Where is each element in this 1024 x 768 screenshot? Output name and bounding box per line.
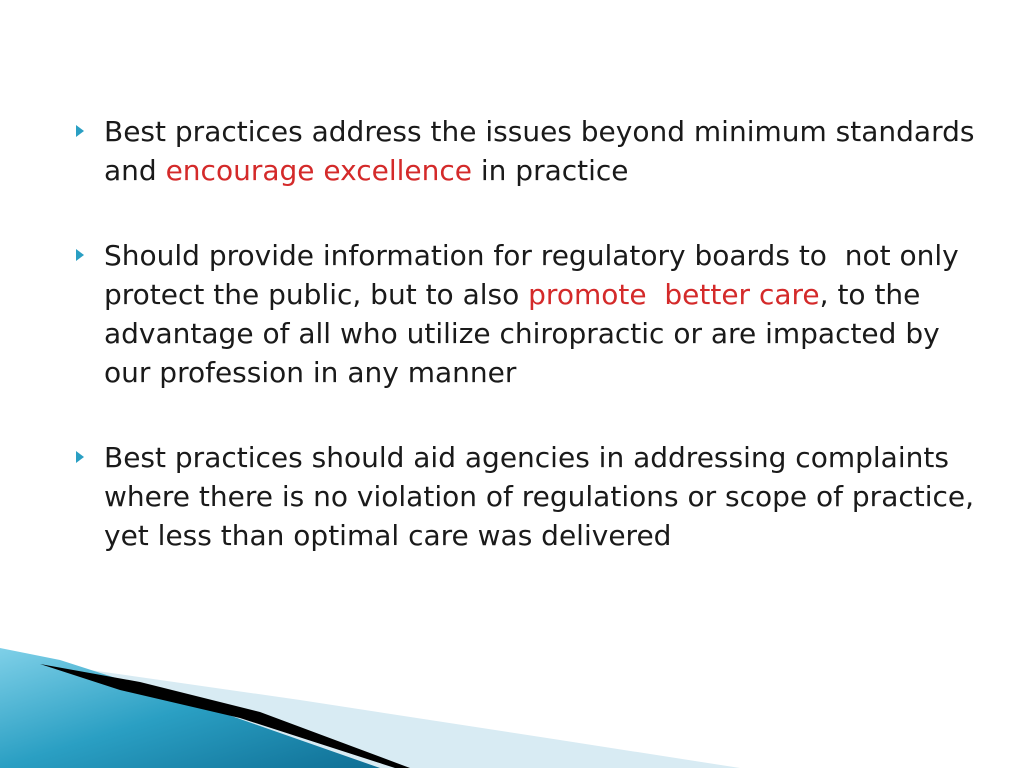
highlight-text: encourage excellence [165, 154, 472, 187]
bullet-text: , to the advantage of all who utilize chiropractic or are impacted by our profession in any manner [104, 278, 940, 389]
bullet-arrow-icon [76, 451, 84, 463]
bullet-item [76, 236, 976, 392]
bullet-item [76, 112, 976, 190]
bullet-item [76, 438, 976, 555]
bullet-arrow-icon [76, 125, 84, 137]
bullet-text: in practice [471, 154, 629, 187]
highlight-text: promote better care [528, 278, 820, 311]
bullet-list [76, 112, 976, 555]
bullet-text: Best practices should aid agencies in addressing complaints where there is no violation of regulations or scope of practice, yet less than optimal care was delivered [104, 441, 975, 552]
bullet-text: Best practices address the issues beyond minimum standards and [104, 115, 975, 187]
bullet-text: Should provide information for regulatory boards to not only protect the public, but to also [104, 239, 977, 311]
bullet-arrow-icon [76, 249, 84, 261]
